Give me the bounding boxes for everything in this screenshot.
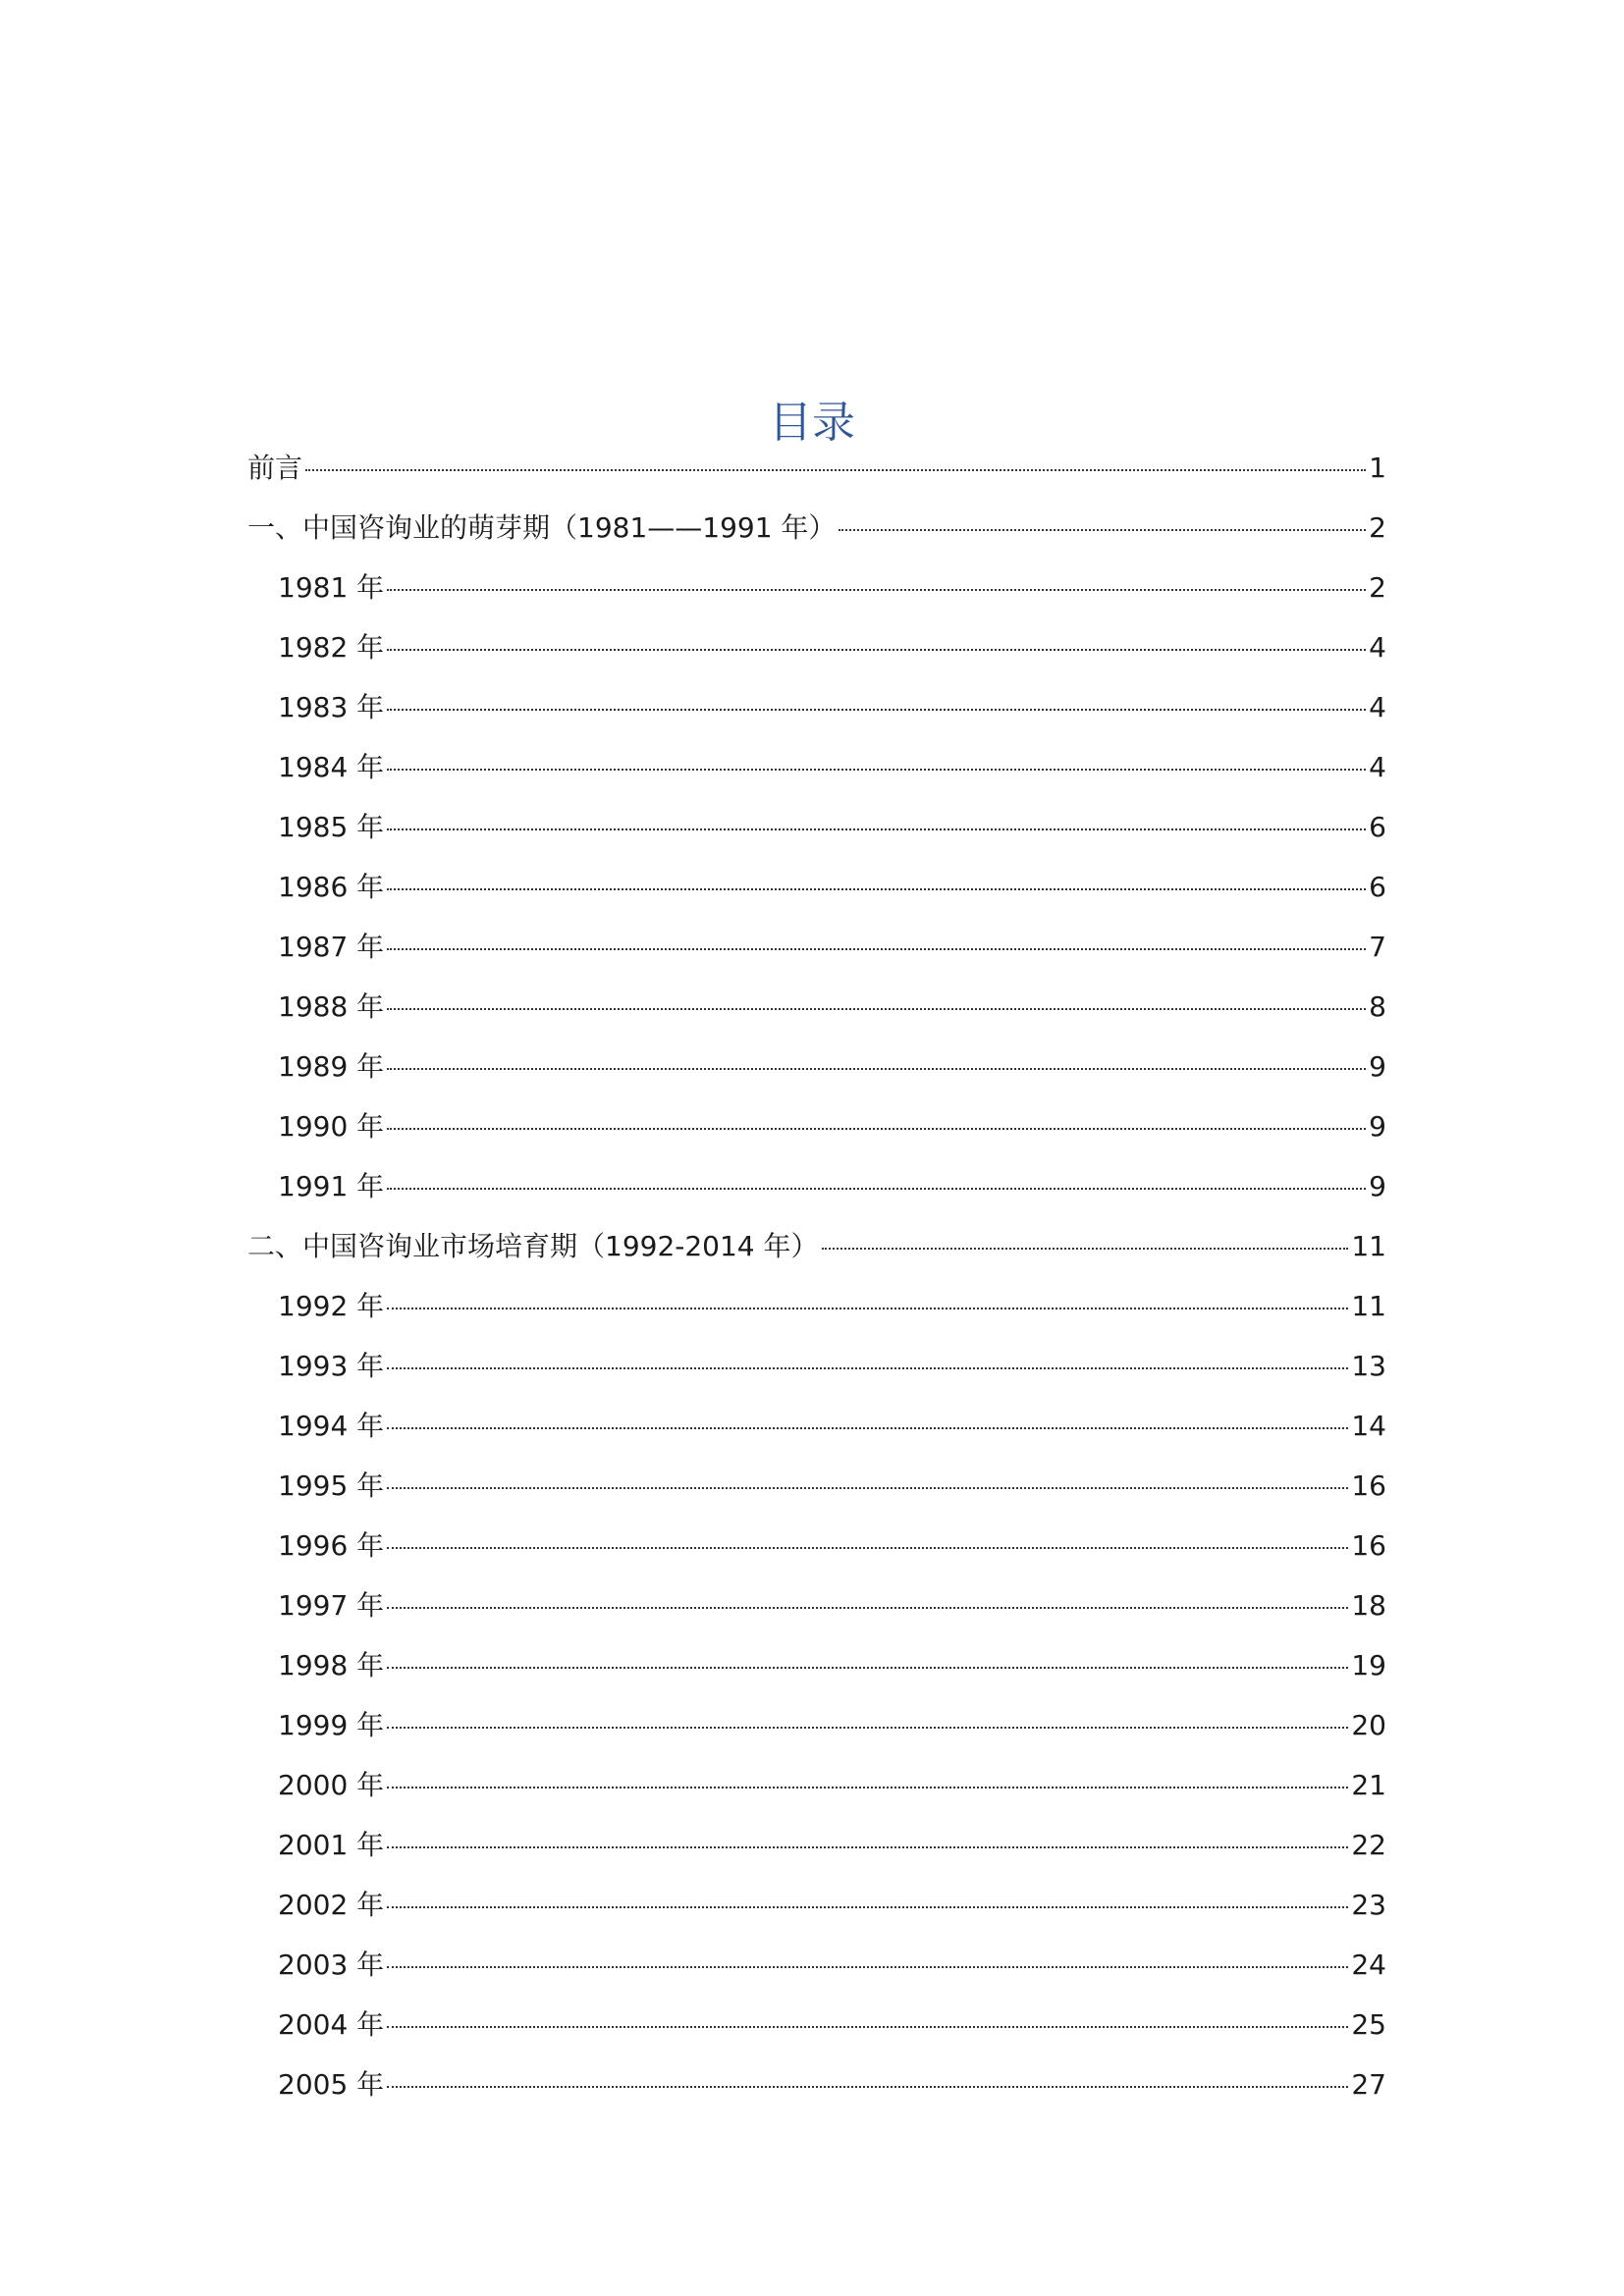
toc-entry-label: 1995 年	[278, 1469, 385, 1502]
toc-entry[interactable]	[247, 1875, 1386, 1935]
toc-entry[interactable]	[247, 1216, 1386, 1276]
toc-entry[interactable]	[247, 558, 1386, 617]
toc-entry-label: 1981 年	[278, 571, 385, 604]
toc-entry-label: 1994 年	[278, 1410, 385, 1442]
toc-entry-page-number: 4	[1369, 751, 1386, 783]
toc-entry[interactable]	[247, 617, 1386, 677]
toc-entry[interactable]	[247, 1695, 1386, 1755]
toc-entry-page-number: 4	[1369, 691, 1386, 723]
toc-entry-page-number: 20	[1351, 1709, 1386, 1741]
toc-entry-page-number: 11	[1351, 1290, 1386, 1322]
toc-entry-label: 2005 年	[278, 2068, 385, 2101]
toc-entry[interactable]	[247, 1156, 1386, 1216]
toc-dot-leader	[387, 769, 1366, 771]
toc-dot-leader	[822, 1248, 1349, 1250]
toc-entry-page-number: 27	[1351, 2068, 1386, 2101]
toc-dot-leader	[387, 589, 1366, 591]
toc-entry-label: 1985 年	[278, 811, 385, 843]
toc-entry-page-number: 9	[1369, 1050, 1386, 1083]
toc-entry-page-number: 16	[1351, 1469, 1386, 1502]
toc-entry-page-number: 13	[1351, 1350, 1386, 1382]
toc-entry-page-number: 18	[1351, 1589, 1386, 1622]
toc-entry[interactable]	[247, 677, 1386, 737]
toc-entry-label: 1988 年	[278, 990, 385, 1023]
toc-entry-label: 2004 年	[278, 2008, 385, 2041]
toc-dot-leader	[387, 1547, 1348, 1549]
toc-dot-leader	[387, 1427, 1348, 1429]
toc-entry[interactable]	[247, 1336, 1386, 1396]
toc-entry[interactable]	[247, 1456, 1386, 1516]
toc-entry-page-number: 24	[1351, 1949, 1386, 1981]
toc-dot-leader	[387, 1128, 1366, 1130]
toc-dot-leader	[387, 1308, 1348, 1309]
toc-entry-page-number: 9	[1369, 1110, 1386, 1143]
toc-dot-leader	[387, 1367, 1348, 1369]
toc-entry-label: 2000 年	[278, 1769, 385, 1801]
toc-entry-label: 1990 年	[278, 1110, 385, 1143]
toc-dot-leader	[387, 1667, 1348, 1669]
toc-entry-page-number: 6	[1369, 871, 1386, 903]
toc-entry-label: 1999 年	[278, 1709, 385, 1741]
toc-entry[interactable]	[247, 1995, 1386, 2055]
toc-dot-leader	[387, 2086, 1348, 2088]
toc-entry-label: 2002 年	[278, 1889, 385, 1921]
toc-entry[interactable]	[247, 977, 1386, 1037]
toc-entry[interactable]	[247, 797, 1386, 857]
toc-entry[interactable]	[247, 2055, 1386, 2114]
toc-dot-leader	[387, 888, 1366, 890]
toc-dot-leader	[387, 1787, 1348, 1789]
toc-dot-leader	[387, 948, 1366, 950]
toc-entry-page-number: 11	[1351, 1230, 1386, 1262]
toc-entry-label: 1986 年	[278, 871, 385, 903]
toc-entry[interactable]	[247, 1935, 1386, 1995]
toc-dot-leader	[387, 1906, 1348, 1908]
toc-entry-label: 2003 年	[278, 1949, 385, 1981]
toc-entry-label: 1998 年	[278, 1649, 385, 1682]
toc-entry[interactable]	[247, 1516, 1386, 1575]
toc-entry-page-number: 6	[1369, 811, 1386, 843]
toc-entry-page-number: 22	[1351, 1829, 1386, 1861]
toc-entry-label: 1996 年	[278, 1529, 385, 1562]
toc-dot-leader	[839, 529, 1366, 531]
toc-entry-page-number: 7	[1369, 931, 1386, 963]
toc-entry[interactable]	[247, 1276, 1386, 1336]
toc-entry[interactable]	[247, 737, 1386, 797]
toc-dot-leader	[387, 1727, 1348, 1729]
toc-entry[interactable]	[247, 438, 1386, 498]
toc-entry-page-number: 2	[1369, 511, 1386, 544]
toc-entry-page-number: 21	[1351, 1769, 1386, 1801]
toc-entry-label: 1992 年	[278, 1290, 385, 1322]
toc-entry[interactable]	[247, 917, 1386, 977]
toc-entry[interactable]	[247, 1096, 1386, 1156]
toc-entry-page-number: 1	[1369, 452, 1386, 484]
toc-entry-label: 1991 年	[278, 1170, 385, 1202]
toc-title: 目录	[769, 398, 855, 449]
toc-list	[247, 438, 1386, 2114]
toc-entry-page-number: 23	[1351, 1889, 1386, 1921]
toc-entry-label: 1982 年	[278, 631, 385, 664]
toc-entry-page-number: 19	[1351, 1649, 1386, 1682]
toc-entry-page-number: 8	[1369, 990, 1386, 1023]
toc-entry-label: 二、中国咨询业市场培育期（1992-2014 年）	[247, 1230, 819, 1262]
toc-entry-label: 2001 年	[278, 1829, 385, 1861]
toc-entry-page-number: 14	[1351, 1410, 1386, 1442]
toc-dot-leader	[387, 1188, 1366, 1190]
toc-dot-leader	[387, 1068, 1366, 1070]
toc-entry-label: 1989 年	[278, 1050, 385, 1083]
toc-entry[interactable]	[247, 1396, 1386, 1456]
toc-entry[interactable]	[247, 1755, 1386, 1815]
toc-entry-label: 一、中国咨询业的萌芽期（1981——1991 年）	[247, 511, 837, 544]
toc-dot-leader	[387, 1966, 1348, 1968]
toc-dot-leader	[387, 1607, 1348, 1609]
toc-entry[interactable]	[247, 857, 1386, 917]
toc-dot-leader	[387, 649, 1366, 651]
toc-entry-page-number: 25	[1351, 2008, 1386, 2041]
toc-dot-leader	[387, 1008, 1366, 1010]
toc-entry-label: 1997 年	[278, 1589, 385, 1622]
toc-entry-page-number: 9	[1369, 1170, 1386, 1202]
toc-entry-label: 前言	[247, 452, 303, 484]
toc-entry-page-number: 4	[1369, 631, 1386, 664]
toc-entry-page-number: 2	[1369, 571, 1386, 604]
toc-dot-leader	[387, 1846, 1348, 1848]
toc-dot-leader	[305, 469, 1366, 471]
toc-dot-leader	[387, 1487, 1348, 1489]
toc-dot-leader	[387, 828, 1366, 830]
toc-entry-label: 1987 年	[278, 931, 385, 963]
toc-entry-page-number: 16	[1351, 1529, 1386, 1562]
toc-entry[interactable]	[247, 1635, 1386, 1695]
toc-entry-label: 1983 年	[278, 691, 385, 723]
toc-entry[interactable]	[247, 1037, 1386, 1096]
toc-entry[interactable]	[247, 498, 1386, 558]
toc-dot-leader	[387, 709, 1366, 711]
toc-entry-label: 1993 年	[278, 1350, 385, 1382]
toc-entry-label: 1984 年	[278, 751, 385, 783]
toc-entry[interactable]	[247, 1575, 1386, 1635]
toc-entry[interactable]	[247, 1815, 1386, 1875]
toc-dot-leader	[387, 2026, 1348, 2028]
